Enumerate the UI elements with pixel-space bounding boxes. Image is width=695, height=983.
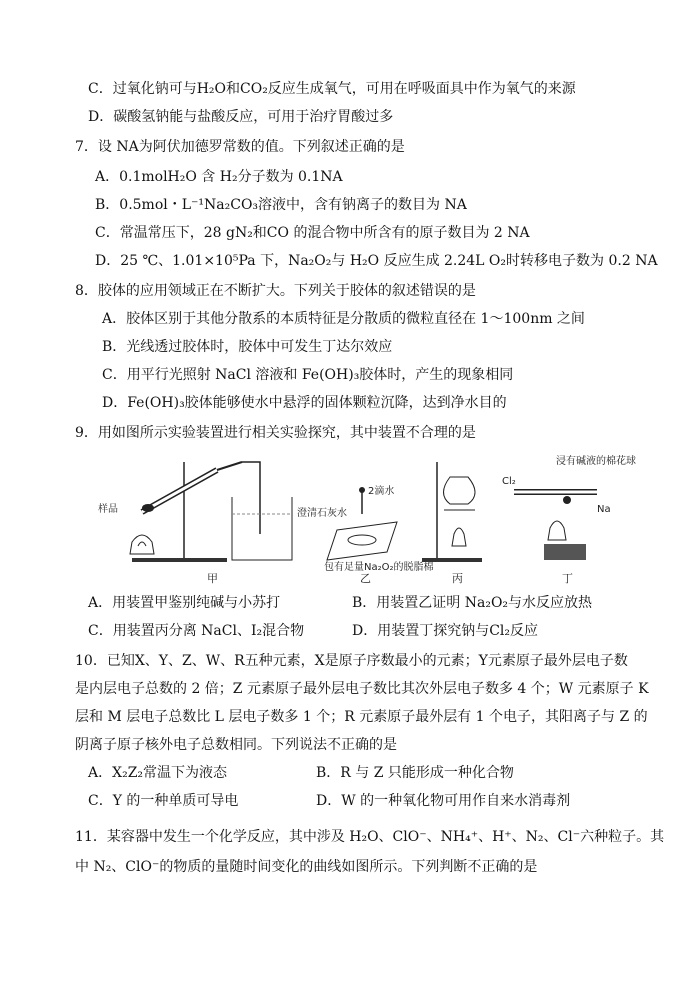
option-a-q7: A．0.1molH₂O 含 H₂分子数为 0.1NA [95, 169, 343, 185]
option-c-q8: C．用平行光照射 NaCl 溶液和 Fe(OH)₃胶体时，产生的现象相同 [102, 367, 514, 383]
caption-yi: 乙 [360, 572, 371, 585]
question-11-line2: 中 N₂、ClO⁻的物质的量随时间变化的曲线如图所示。下列判断不正确的是 [75, 859, 538, 875]
question-10-line3: 层和 M 层电子总数比 L 层电子数多 1 个；R 元素原子最外层有 1 个电子，其阳离子与 Z 的 [75, 709, 648, 725]
option-d-q10: D．W 的一种氧化物可用作自来水消毒剂 [316, 793, 571, 809]
question-7: 7．设 NA为阿伏加德罗常数的值。下列叙述正确的是 [75, 139, 405, 155]
option-a-q8: A．胶体区别于其他分散系的本质特征是分散质的微粒直径在 1～100nm 之间 [102, 311, 585, 327]
label-limewater: 澄清石灰水 [297, 508, 347, 519]
label-cl2: Cl₂ [502, 476, 516, 487]
question-10-line1: 10．已知X、Y、Z、W、R五种元素，X是原子序数最小的元素；Y元素原子最外层电子数 [75, 653, 628, 669]
label-2drops: 2滴水 [368, 486, 395, 497]
option-d-q6: D．碳酸氢钠能与盐酸反应，可用于治疗胃酸过多 [88, 109, 394, 125]
caption-jia: 甲 [207, 572, 218, 585]
option-c-q7: C．常温常压下，28 gN₂和CO 的混合物中所含有的原子数目为 2 NA [95, 225, 530, 241]
apparatus-figure [92, 442, 636, 587]
question-8: 8．胶体的应用领域正在不断扩大。下列关于胶体的叙述错误的是 [75, 283, 476, 299]
question-10-line2: 是内层电子总数的 2 倍；Z 元素原子最外层电子数比其次外层电子数多 4 个；W 元素原子 K [75, 681, 649, 697]
option-a-q10: A．X₂Z₂常温下为液态 [88, 765, 228, 781]
option-b-q9: B．用装置乙证明 Na₂O₂与水反应放热 [352, 595, 593, 611]
option-c-q10: C．Y 的一种单质可导电 [88, 793, 239, 809]
apparatus-yi [324, 484, 434, 585]
label-sample: 样品 [98, 504, 118, 515]
option-d-q8: D．Fe(OH)₃胶体能够使水中悬浮的固体颗粒沉降，达到净水目的 [102, 395, 507, 411]
label-na: Na [597, 504, 611, 515]
option-b-q10: B．R 与 Z 只能形成一种化合物 [316, 765, 514, 781]
option-c-q6: C．过氧化钠可与H₂O和CO₂反应生成氧气，可用在呼吸面具中作为氧气的来源 [88, 81, 576, 97]
option-a-q9: A．用装置甲鉴别纯碱与小苏打 [88, 595, 281, 611]
question-11-line1: 11．某容器中发生一个化学反应，其中涉及 H₂O、ClO⁻、NH₄⁺、H⁺、N₂、Cl⁻六种粒子。其 [75, 829, 665, 845]
caption-bing: 丙 [452, 572, 463, 585]
label-cotton: 包有足量Na₂O₂的脱脂棉 [324, 562, 434, 573]
apparatus-ding [502, 454, 636, 585]
apparatus-jia [98, 462, 347, 585]
option-b-q8: B．光线透过胶体时，胶体中可发生丁达尔效应 [102, 339, 393, 355]
label-alkali-cotton: 浸有碱液的棉花球 [556, 456, 636, 467]
question-9: 9．用如图所示实验装置进行相关实验探究，其中装置不合理的是 [75, 425, 476, 441]
option-c-q9: C．用装置丙分离 NaCl、I₂混合物 [88, 623, 305, 639]
option-d-q9: D．用装置丁探究钠与Cl₂反应 [352, 623, 539, 639]
question-10-line4: 阴离子原子核外电子总数相同。下列说法不正确的是 [75, 737, 397, 753]
option-d-q7: D．25 ℃、1.01×10⁵Pa 下，Na₂O₂与 H₂O 反应生成 2.24L O₂时转移电子数为 0.2 NA [95, 253, 658, 269]
caption-ding: 丁 [562, 572, 573, 585]
option-b-q7: B．0.5mol・L⁻¹Na₂CO₃溶液中，含有钠离子的数目为 NA [95, 197, 467, 213]
